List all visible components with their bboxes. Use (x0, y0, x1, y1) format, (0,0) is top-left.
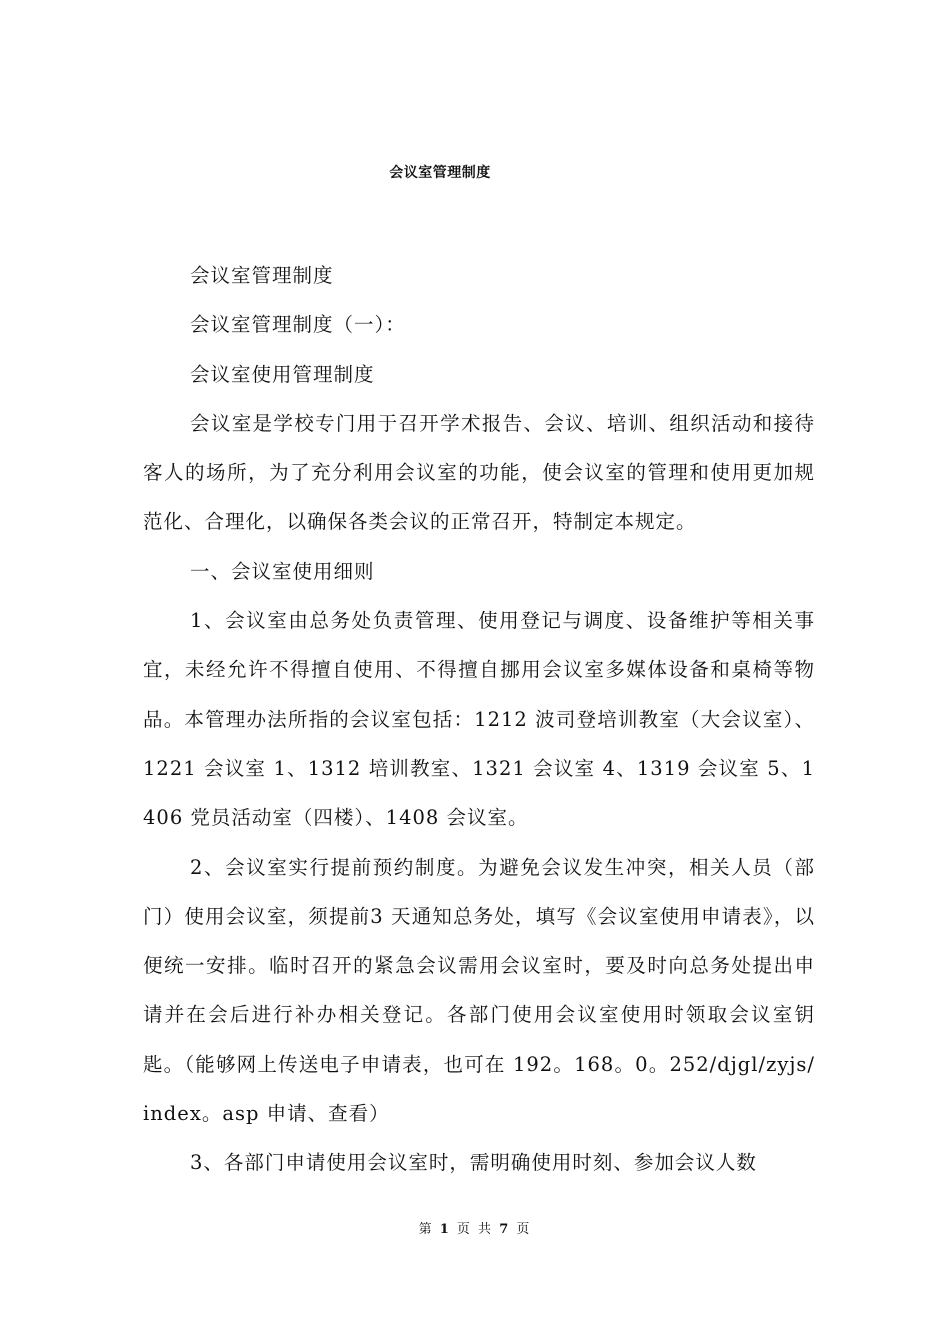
paragraph-section-title: 会议室使用管理制度 (190, 362, 375, 386)
page-footer (0, 1218, 950, 1237)
paragraph-rule-2: 2、会议室实行提前预约制度。为避免会议发生冲突，相关人员（部门）使用会议室，须提前3 天通知总务处，填写《会议室使用申请表》，以便统一安排。临时召开的紧急会议需用会议室时，要及时向总务处提出申请并在会后进行补办相关登记。各部门使用会议室使用时领取会议室钥匙。（能够网上传送电子申请表，也可在 192。168。0。252/djgl/zyjs/index。asp 申请、查看） (143, 855, 815, 1126)
paragraph-rule-3: 3、各部门申请使用会议室时，需明确使用时刻、参加会议人数 (190, 1151, 757, 1175)
footer-total-pages: 7 (499, 1222, 511, 1237)
document-title: 会议室管理制度 (389, 165, 491, 181)
paragraph-heading: 会议室管理制度 (190, 264, 334, 287)
paragraph-subheading: 会议室管理制度（一）： (190, 313, 406, 337)
footer-current-page: 1 (439, 1222, 451, 1237)
document-body (143, 251, 815, 1188)
paragraph-rule-1: 1、会议室由总务处负责管理、使用登记与调度、设备维护等相关事宜，未经允许不得擅自使用、不得擅自挪用会议室多媒体设备和桌椅等物品。本管理办法所指的会议室包括：1212 波司登培训教室（大会议室）、1221 会议室 1、1312 培训教室、1321 会议室 4、1319 会议室 5、1406 党员活动室（四楼）、1408 会议室。 (143, 609, 815, 830)
footer-middle: 页 共 (456, 1222, 494, 1237)
footer-suffix: 页 (516, 1222, 532, 1237)
paragraph-rules-heading: 一、会议室使用细则 (190, 559, 375, 583)
footer-prefix: 第 (418, 1222, 434, 1237)
paragraph-intro: 会议室是学校专门用于召开学术报告、会议、培训、组织活动和接待客人的场所，为了充分利用会议室的功能，使会议室的管理和使用更加规范化、合理化，以确保各类会议的正常召开，特制定本规定。 (143, 411, 815, 534)
